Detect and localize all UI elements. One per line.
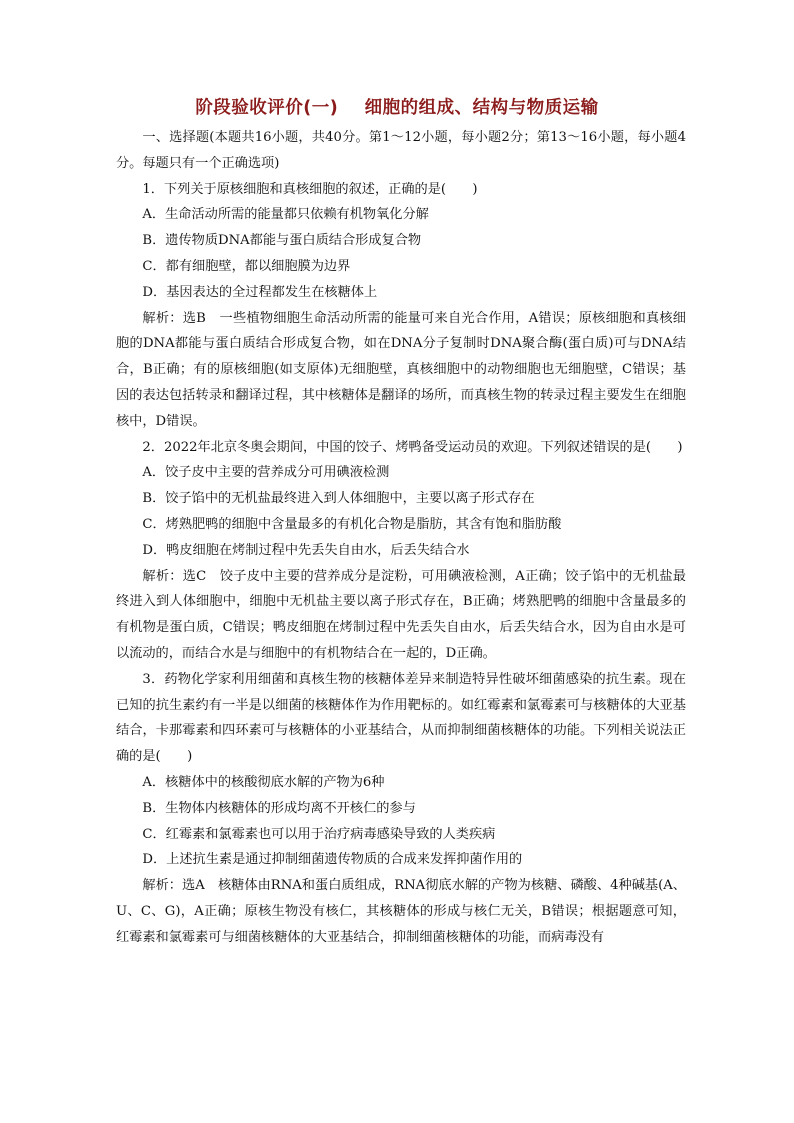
question-stem: 2．2022年北京冬奥会期间，中国的饺子、烤鸭备受运动员的欢迎。下列叙述错误的是( ) — [142, 439, 683, 455]
question-1 — [116, 177, 686, 435]
analysis: 解析：选A 核糖体由RNA和蛋白质组成，RNA彻底水解的产物为核糖、磷酸、4种碱基(A、U、C、G)，A正确；原核生物没有核仁，其核糖体的形成与核仁无关，B错误；根据题意可知，红霉素和氯霉素可与细菌核糖体的大亚基结合，抑制细菌核糖体的功能，而病毒没有 — [116, 878, 686, 945]
question-2 — [116, 435, 686, 667]
option-c: C．烤熟肥鸭的细胞中含量最多的有机化合物是脂肪，其含有饱和脂肪酸 — [142, 516, 562, 532]
option-a: A．核糖体中的核酸彻底水解的产物为6种 — [142, 774, 385, 790]
option-d: D．上述抗生素是通过抑制细菌遗传物质的合成来发挥抑菌作用的 — [142, 852, 523, 868]
option-c: C．红霉素和氯霉素也可以用于治疗病毒感染导致的人类疾病 — [142, 826, 496, 842]
option-a: A．生命活动所需的能量都只依赖有机物氧化分解 — [142, 207, 429, 223]
option-a: A．饺子皮中主要的营养成分可用碘液检测 — [142, 465, 390, 481]
content — [116, 125, 686, 951]
section-intro: 一、选择题(本题共16小题，共40分。第1～12小题，每小题2分；第13～16小题，每小题4分。每题只有一个正确选项) — [116, 130, 686, 171]
question-stem: 1．下列关于原核细胞和真核细胞的叙述，正确的是( ) — [142, 181, 478, 197]
option-d: D．鸭皮细胞在烤制过程中先丢失自由水，后丢失结合水 — [142, 542, 470, 558]
question-3 — [116, 667, 686, 951]
option-c: C．都有细胞壁，都以细胞膜为边界 — [142, 258, 351, 274]
question-stem: 3．药物化学家利用细菌和真核生物的核糖体差异来制造特异性破坏细菌感染的抗生素。现在已知的抗生素约有一半是以细菌的核糖体作为作用靶标的。如红霉素和氯霉素可与核糖体的大亚基结合，卡那霉素和四环素可与核糖体的小亚基结合，从而抑制细菌核糖体的功能。下列相关说法正确的是( ) — [116, 671, 686, 765]
option-b: B．遗传物质DNA都能与蛋白质结合形成复合物 — [142, 233, 422, 249]
option-d: D．基因表达的全过程都发生在核糖体上 — [142, 284, 378, 300]
option-b: B．饺子馅中的无机盐最终进入到人体细胞中，主要以离子形式存在 — [142, 491, 535, 507]
analysis: 解析：选C 饺子皮中主要的营养成分是淀粉，可用碘液检测，A正确；饺子馅中的无机盐最终进入到人体细胞中，细胞中无机盐主要以离子形式存在，B正确；烤熟肥鸭的细胞中含量最多的有机物是蛋白质，C错误；鸭皮细胞在烤制过程中先丢失自由水，后丢失结合水，因为自由水是可以流动的，而结合水是与细胞中的有机物结合在一起的，D正确。 — [116, 568, 686, 661]
option-b: B．生物体内核糖体的形成均离不开核仁的参与 — [142, 800, 416, 816]
page-title: 阶段验收评价(一) 细胞的组成、结构与物质运输 — [195, 98, 599, 118]
analysis: 解析：选B 一些植物细胞生命活动所需的能量可来自光合作用，A错误；原核细胞和真核细胞的DNA都能与蛋白质结合形成复合物，如在DNA分子复制时DNA聚合酶(蛋白质)可与DNA结合，B正确；有的原核细胞(如支原体)无细胞壁，真核细胞中的动物细胞也无细胞壁，C错误；基因的表达包括转录和翻译过程，其中核糖体是翻译的场所，而真核生物的转录过程主要发生在细胞核中，D错误。 — [116, 310, 686, 429]
